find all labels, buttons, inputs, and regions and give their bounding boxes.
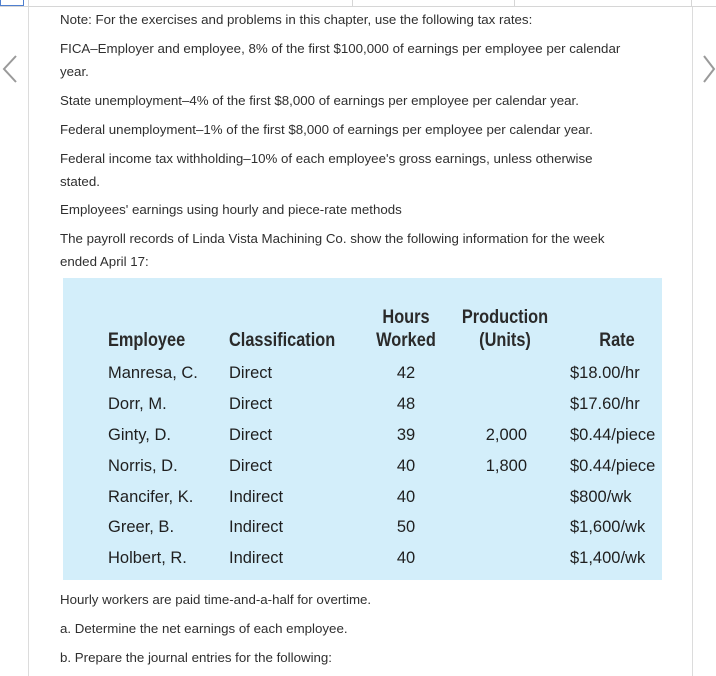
- state-unemployment: [60, 90, 660, 113]
- header-rate: Rate: [599, 330, 635, 351]
- header-production-bottom: (Units): [479, 330, 531, 351]
- cell-employee: Rancifer, K.: [108, 488, 194, 506]
- fica-line-1: FICA–Employer and employee, 8% of the first $100,000 of earnings per employee per calendar: [60, 41, 621, 56]
- part-a: [60, 618, 660, 641]
- cell-employee: Ginty, D.: [108, 426, 171, 444]
- cell-hours: 48: [396, 395, 416, 413]
- chevron-right-icon: [700, 52, 716, 86]
- section-title-text: Employees' earnings using hourly and piece-rate methods: [60, 202, 402, 217]
- top-separator: [691, 0, 692, 6]
- cell-classification: Direct: [229, 364, 273, 382]
- cell-rate: $18.00/hr: [570, 364, 640, 382]
- header-production-top: Production: [461, 307, 549, 328]
- note-text: Note: For the exercises and problems in this chapter, use the following tax rates:: [60, 12, 533, 27]
- top-separator: [514, 0, 515, 6]
- header-hours-bottom: Worked: [376, 330, 436, 351]
- problem-statement: [60, 228, 660, 273]
- cell-classification: Direct: [229, 457, 273, 475]
- part-b-text: b. Prepare the journal entries for the following:: [60, 650, 333, 665]
- cell-employee: Dorr, M.: [108, 395, 167, 413]
- cell-rate: $17.60/hr: [570, 395, 640, 413]
- cell-hours: 40: [396, 488, 416, 506]
- cell-hours: 42: [396, 364, 416, 382]
- problem-line-2: ended April 17:: [60, 253, 149, 269]
- cell-rate: $0.44/piece: [570, 426, 656, 444]
- fica-paragraph: [60, 38, 660, 83]
- cell-hours: 50: [396, 518, 416, 536]
- withholding-line-1: Federal income tax withholding–10% of each employee's gross earnings, unless otherwise: [60, 151, 593, 166]
- chevron-left-icon: [0, 52, 22, 86]
- cell-rate: $1,400/wk: [570, 549, 646, 567]
- cell-rate: $800/wk: [570, 488, 632, 506]
- withholding-paragraph: [60, 148, 660, 193]
- cell-rate: $1,600/wk: [570, 518, 646, 536]
- header-employee: Employee: [108, 330, 186, 351]
- header-hours-top: Hours: [382, 307, 430, 328]
- cell-rate: $0.44/piece: [570, 457, 656, 475]
- federal-unemployment-text: Federal unemployment–1% of the first $8,000 of earnings per employee per calendar year.: [60, 122, 593, 137]
- header-classification: Classification: [229, 330, 336, 351]
- next-button[interactable]: [700, 52, 716, 86]
- cell-production: 1,800: [485, 457, 527, 475]
- top-separator: [352, 0, 353, 6]
- part-a-text: a. Determine the net earnings of each employee.: [60, 621, 348, 636]
- cell-classification: Indirect: [229, 488, 284, 506]
- cell-employee: Greer, B.: [108, 518, 175, 536]
- cell-hours: 40: [396, 457, 416, 475]
- cell-production: 2,000: [485, 426, 527, 444]
- cell-employee: Holbert, R.: [108, 549, 187, 567]
- cell-employee: Manresa, C.: [108, 364, 198, 382]
- cell-classification: Direct: [229, 426, 273, 444]
- payroll-table: [63, 278, 662, 580]
- part-b: [60, 647, 660, 670]
- top-tab[interactable]: [0, 0, 24, 6]
- problem-line-1: The payroll records of Linda Vista Machining Co. show the following information for the week: [60, 231, 605, 246]
- cell-classification: Indirect: [229, 518, 284, 536]
- federal-unemployment: [60, 119, 660, 142]
- state-text: State unemployment–4% of the first $8,000 of earnings per employee per calendar year.: [60, 93, 579, 108]
- withholding-line-2: stated.: [60, 173, 100, 189]
- tax-note: [60, 9, 660, 32]
- cell-classification: Indirect: [229, 549, 284, 567]
- prev-button[interactable]: [0, 52, 22, 86]
- cell-classification: Direct: [229, 395, 273, 413]
- overtime-text: Hourly workers are paid time-and-a-half for overtime.: [60, 592, 372, 607]
- fica-line-2: year.: [60, 63, 89, 79]
- overtime-note: [60, 589, 660, 612]
- cell-employee: Norris, D.: [108, 457, 178, 475]
- top-separator: [28, 0, 29, 6]
- section-title: [60, 199, 660, 222]
- cell-hours: 40: [396, 549, 416, 567]
- top-bar: [0, 0, 716, 7]
- cell-hours: 39: [396, 426, 416, 444]
